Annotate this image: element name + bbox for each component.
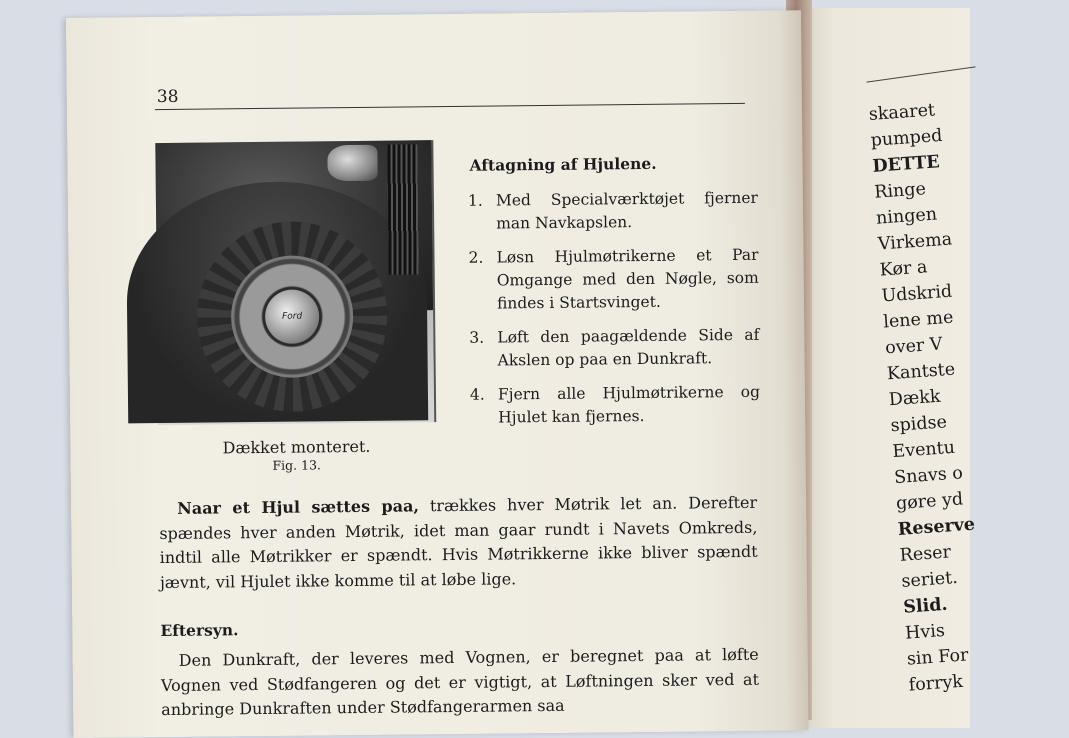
grille [387,144,418,274]
caption-text: Dækket monteret. [222,436,371,458]
hub-cap-logo: Ford [265,289,320,344]
paragraph-body: trækkes hver Møtrik let an. Derefter spændes hver anden Møtrik, idet man gaar rundt i Navets Omkreds, indtil alle Møtrikker er spændt. Hvis Møtrikkerne ikke bliver spændt jævnt, vil Hjulet ikke komme til at løbe lige. [159,492,758,592]
list-item [470,381,760,430]
step-text: Fjern alle Hjulmøtrikerne og Hjulet kan fjernes. [497,382,761,427]
right-line: spidse [889,412,948,437]
section-heading: Aftagning af Hjulene. [469,153,657,175]
right-line: Virkema [877,229,953,255]
right-line: sin For [906,645,970,670]
step-text: Med Specialværktøjet fjerner man Navkapslen. [495,188,759,233]
right-line: lene me [882,307,955,333]
list-item [469,324,759,373]
headlamp [327,145,377,182]
right-line: pumped [870,125,944,151]
page-number: 38 [156,86,179,108]
step-number: 4. [469,385,485,404]
right-line: seriet. [900,567,959,592]
right-line: Dækk [888,386,942,411]
wheel-mounting-paragraph [159,491,758,595]
eftersyn-paragraph: Den Dunkraft, der leveres med Vognen, er beregnet paa at løfte Vognen ved Stødfangeren og det er vigtigt, at Løftningen sker ved at anbringe Dunkraften under Stødfangerarmen saa [160,644,760,720]
right-line: ningen [875,204,938,229]
right-line: forryk [908,671,964,696]
right-line: Kantste [886,359,956,385]
list-item [468,244,759,316]
right-line: Kør a [879,257,929,281]
step-text: Løft den paagældende Side af Akslen op paa en Dunkraft. [497,325,760,370]
header-rule [155,103,745,110]
step-number: 3. [469,328,485,347]
figure-label: Fig. 13. [272,457,322,473]
right-line: Udskrid [880,281,953,307]
right-line: Reser [899,542,952,566]
figure-caption [158,436,434,475]
right-header-rule [866,66,975,82]
step-number: 1. [467,191,483,210]
left-page [66,10,808,738]
wheel-photo [155,140,436,425]
right-line: gøre yd [895,489,964,514]
subheading: Eftersyn. [160,620,239,641]
list-item [468,187,758,236]
right-line: Snavs o [893,463,964,489]
right-line: DETTE [871,152,941,177]
paragraph-lead: Naar et Hjul sættes paa, [177,496,420,518]
right-line: over V [884,334,944,359]
right-line: skaaret [868,100,936,125]
right-line: Ringe [873,179,927,203]
right-line: Slid. [902,594,949,618]
right-page [800,8,976,728]
right-line: Reserve [897,514,976,540]
right-line: Eventu [891,437,956,463]
steps-list [468,187,761,441]
step-number: 2. [468,248,484,267]
right-line: Hvis [904,620,946,644]
step-text: Løsn Hjulmøtrikerne et Par Omgange med den Nøgle, som findes i Startsvinget. [496,245,759,313]
right-page-text [868,91,1069,699]
